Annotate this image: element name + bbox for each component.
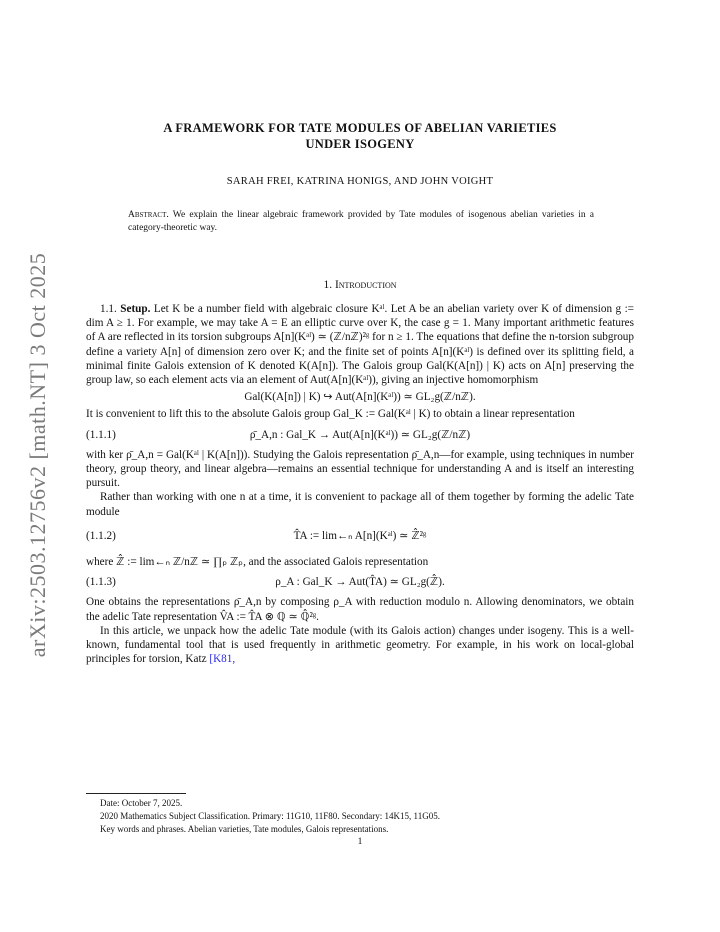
footnote-rule [86, 793, 186, 794]
display-equation-1: Gal(K(A[n]) | K) ↪ Aut(A[n](Kᵃˡ)) ≃ GL₂g(ℤ/nℤ). [244, 391, 476, 404]
paragraph-6: One obtains the representations ρ̄_A,n by composing ρ_A with reduction modulo n. Allowing denominators, we obtain the adelic Tate representation V̂A := T̂A ⊗ ℚ ≃ ℚ̂²ᵍ. [86, 596, 634, 623]
paragraph-7-text: In this article, we unpack how the adelic Tate module (with its Galois action) changes under isogeny. This is a well-known, fundamental tool that is used frequently in arithmetic geometry. For example, in his work on local-global principles for torsion, Katz [86, 624, 634, 666]
equation-number: (1.1.2) [86, 529, 116, 542]
citation-link[interactable]: [K81, [209, 653, 236, 666]
paragraph-5: where ℤ̂ := lim←ₙ ℤ/nℤ ≃ ∏ₚ ℤₚ, and the associated Galois representation [86, 556, 429, 569]
equation-number: (1.1.1) [86, 428, 116, 441]
paragraph-2: It is convenient to lift this to the absolute Galois group Gal_K := Gal(Kᵃˡ | K) to obtain a linear representation [86, 408, 575, 421]
equation-body: T̂A := lim←ₙ A[n](Kᵃˡ) ≃ ℤ̂²ᵍ [293, 529, 427, 542]
paper-title [86, 120, 634, 152]
footnotes [86, 797, 634, 836]
abstract-text: We explain the linear algebraic framework provided by Tate modules of isogenous abelian varieties in a category-theoretic way. [128, 210, 594, 233]
abstract-label: Abstract. [128, 210, 169, 220]
page-number: 1 [357, 837, 363, 847]
equation-number: (1.1.3) [86, 576, 116, 589]
equation-body: ρ_A : Gal_K → Aut(T̂A) ≃ GL₂g(ℤ̂). [275, 576, 445, 589]
body-text [86, 302, 634, 666]
equation-1-1-2 [86, 529, 634, 543]
subsection-number: 1.1. [100, 303, 117, 315]
paragraph-1: Let K be a number field with algebraic closure Kᵃˡ. Let A be an abelian variety over K of dimension g := dim A ≥ 1. For example, we may take A = E an elliptic curve over K, the case g = 1. Many important arithmetic features of A are reflected in its torsion subgroups A[n](Kᵃˡ) ≃ (ℤ/nℤ)²ᵍ for n ≥ 1. The equations that define the n-torsion subgroup define a variety A[n] of dimension zero over K; and the finite set of points A[n](Kᵃˡ) is defined over its splitting field, a minimal finite Galois extension of K denoted K(A[n]). The Galois group Gal(K(A[n]) | K) acts on A[n] preserving the group law, so each element acts via an element of Aut(A[n](Kᵃˡ)), giving an injective homomorphism [86, 303, 634, 387]
paragraph-4: Rather than working with one n at a time, it is convenient to package all of them together by forming the adelic Tate module [86, 491, 634, 518]
footnote-keywords: Key words and phrases. Abelian varieties, Tate modules, Galois representations. [100, 824, 389, 834]
title-line-1: A FRAMEWORK FOR TATE MODULES OF ABELIAN VARIETIES [163, 121, 557, 135]
author-list: SARAH FREI, KATRINA HONIGS, AND JOHN VOIGHT [226, 176, 494, 187]
equation-body: ρ̄_A,n : Gal_K → Aut(A[n](Kᵃˡ)) ≃ GL₂g(ℤ/nℤ) [249, 428, 471, 441]
title-line-2: UNDER ISOGENY [305, 137, 415, 151]
subsection-title: Setup. [120, 303, 151, 315]
footnote-date: Date: October 7, 2025. [100, 798, 183, 808]
paragraph-3: with ker ρ̄_A,n = Gal(Kᵃˡ | K(A[n])). Studying the Galois representation ρ̄_A,n—for example, using techniques in number theory, group theory, and linear algebra—remains an essential technique for understanding A and is itself an interesting pursuit. [86, 448, 634, 490]
equation-1-1-1 [86, 428, 634, 442]
arxiv-stamp [18, 252, 58, 658]
arxiv-id: arXiv:2503.12756v2 [math.NT] 3 Oct 2025 [25, 252, 50, 658]
footnote-msc: 2020 Mathematics Subject Classification. Primary: 11G10, 11F80. Secondary: 14K15, 11G05. [100, 811, 440, 821]
abstract [128, 209, 594, 235]
section-title: 1. Introduction [323, 279, 397, 291]
paragraph-7 [86, 624, 634, 667]
equation-1-1-3 [86, 575, 634, 589]
paragraph-setup [86, 302, 634, 387]
